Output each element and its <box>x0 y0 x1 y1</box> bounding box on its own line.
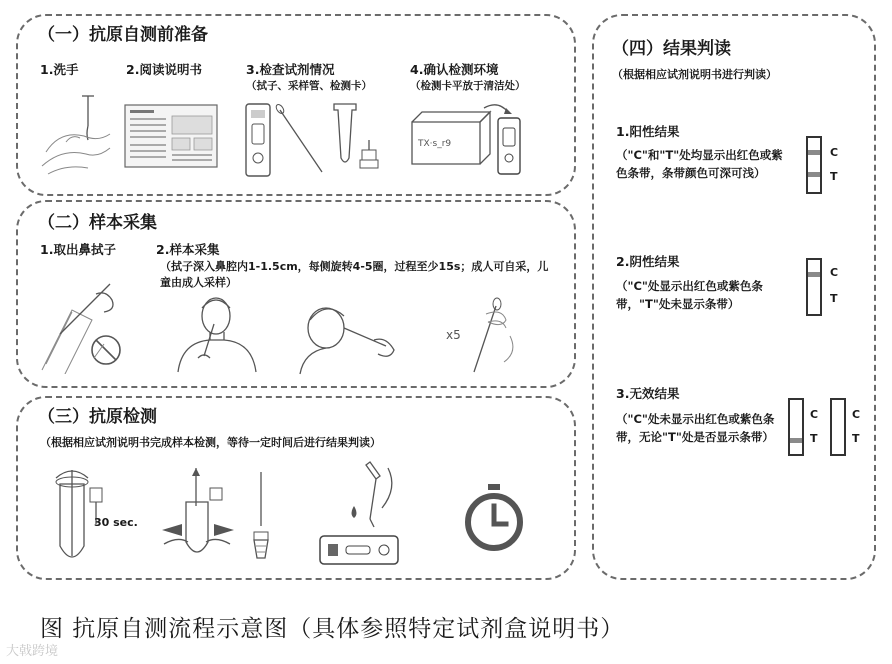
rotation-count-label: x5 <box>446 328 461 342</box>
positive-t-mark: T <box>830 170 838 183</box>
negative-c-mark: C <box>830 266 839 279</box>
result-positive-desc: （"C"和"T"处均显示出红色或紫色条带，条带颜色可深可浅） <box>616 148 783 180</box>
positive-c-mark: C <box>830 146 839 159</box>
step-check-kit-label: 3.检查试剂情况 <box>246 62 335 77</box>
negative-t-mark: T <box>830 292 838 305</box>
positive-t-band <box>808 172 820 177</box>
instruction-booklet-illustration <box>124 104 220 170</box>
hand-washing-illustration <box>36 92 118 178</box>
result-negative-label: 2.阴性结果 <box>616 254 680 269</box>
step-environment-note: （检测卡平放于清洁处） <box>410 80 526 92</box>
child-sampling-illustration <box>290 300 400 376</box>
step-sampling-label: 2.样本采集 <box>156 242 220 257</box>
environment-illustration <box>406 100 532 178</box>
result-positive-label: 1.阳性结果 <box>616 124 680 139</box>
test-kit-illustration <box>242 96 392 182</box>
drop-sample-illustration <box>318 460 400 568</box>
adult-sampling-illustration <box>170 292 262 374</box>
mix-time-label: 30 sec. <box>94 516 138 529</box>
invalid-2-t-mark: T <box>852 432 860 445</box>
step-read-manual-label: 2.阅读说明书 <box>126 62 202 77</box>
positive-test-strip <box>806 136 822 194</box>
section-prep-title: （一）抗原自测前准备 <box>38 25 208 45</box>
figure-caption: 图 抗原自测流程示意图（具体参照特定试剂盒说明书） <box>40 616 625 642</box>
sampling-note: （拭子深入鼻腔内1-1.5cm，每侧旋转4-5圈，过程至少15s；成人可自采，儿童由成人采样） <box>160 260 549 289</box>
section-results-title: （四）结果判读 <box>612 39 731 59</box>
result-invalid-desc: （"C"处未显示出红色或紫色条带，无论"T"处是否显示条带） <box>616 412 775 444</box>
negative-c-band <box>808 272 820 277</box>
stopwatch-icon <box>462 482 526 554</box>
swab-package-illustration <box>34 274 128 374</box>
invalid-test-strip-1 <box>788 398 804 456</box>
invalid-2-c-mark: C <box>852 408 861 421</box>
result-invalid-label: 3.无效结果 <box>616 386 680 401</box>
squeeze-tube-illustration <box>156 466 240 570</box>
invalid-1-c-mark: C <box>810 408 819 421</box>
section-detection-title: （三）抗原检测 <box>38 407 157 427</box>
negative-test-strip <box>806 258 822 316</box>
positive-c-band <box>808 150 820 155</box>
watermark-text: 大戟跨境 <box>6 644 59 659</box>
invalid-1-t-mark: T <box>810 432 818 445</box>
step-check-kit-note: （拭子、采样管、检测卡） <box>246 80 372 92</box>
result-negative-desc: （"C"处显示出红色或紫色条带，"T"处未显示条带） <box>616 279 763 311</box>
invalid-1-t-band <box>790 438 802 443</box>
results-note: （根据相应试剂说明书进行判读） <box>612 68 777 81</box>
step-take-swab-label: 1.取出鼻拭子 <box>40 242 116 257</box>
swab-discard-illustration <box>246 470 276 566</box>
section-sampling-title: （二）样本采集 <box>38 213 157 233</box>
invalid-test-strip-2 <box>830 398 846 456</box>
svg-text:TX·s_r9: TX·s_r9 <box>418 139 452 149</box>
detection-note: （根据相应试剂说明书完成样本检测，等待一定时间后进行结果判读） <box>40 436 381 449</box>
step-environment-label: 4.确认检测环境 <box>410 62 499 77</box>
step-wash-hands-label: 1.洗手 <box>40 62 79 77</box>
swab-rotation-illustration <box>464 292 528 374</box>
